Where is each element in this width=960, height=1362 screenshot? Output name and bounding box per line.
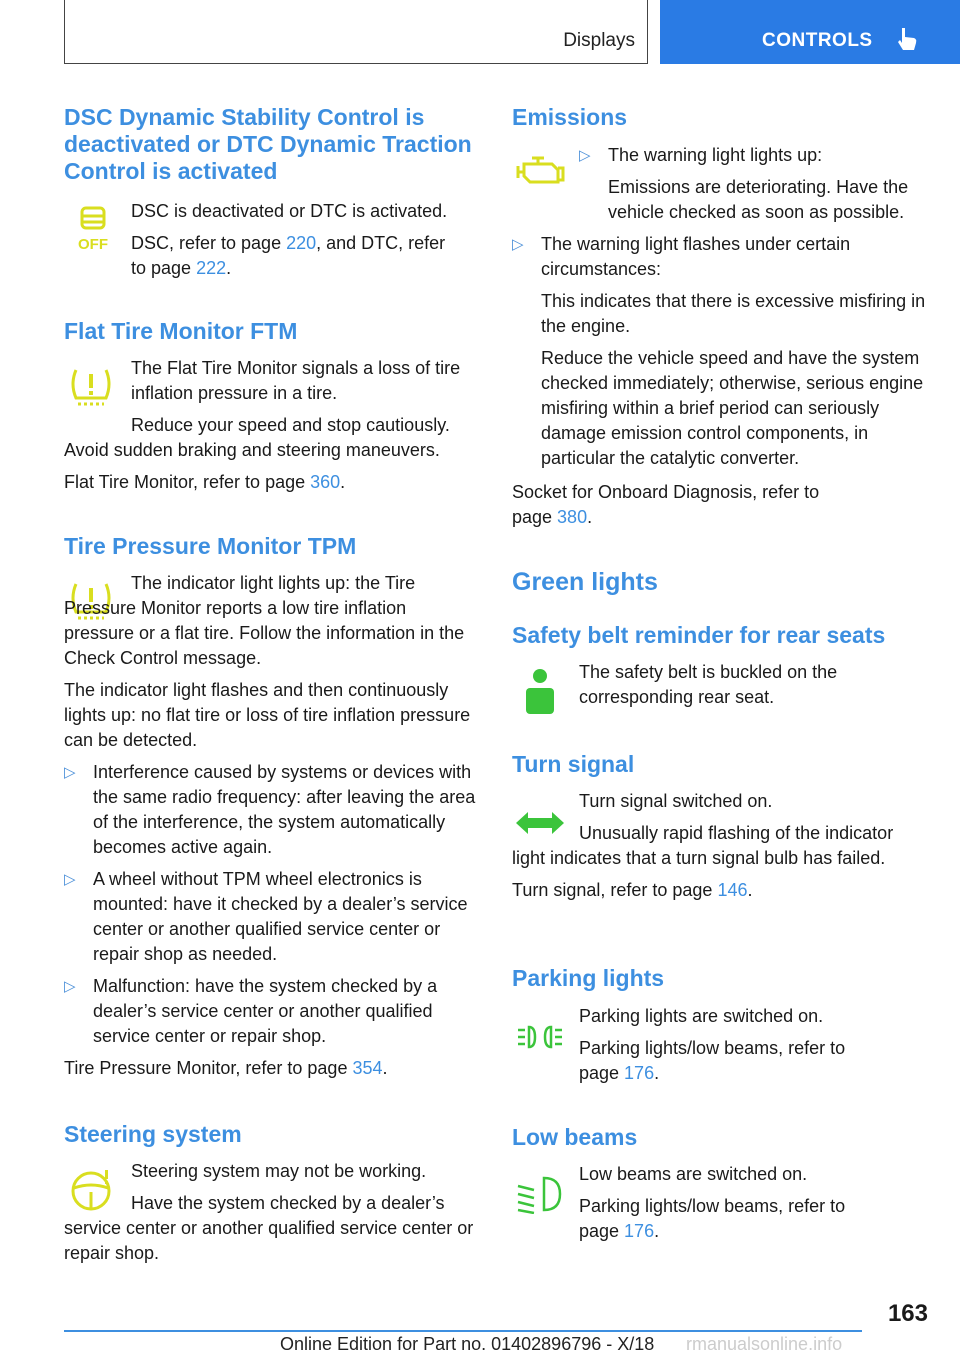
turn-paragraph-1: Turn signal switched on. [579,791,773,811]
page-link-176[interactable]: 176 [624,1063,655,1083]
page-link-146[interactable]: 146 [717,880,748,900]
low-beams-icon [516,1174,564,1214]
page-link-222[interactable]: 222 [196,258,227,278]
footer-divider [64,1330,862,1332]
emissions-reference: Socket for Onboard Diagnosis, refer to page 380. [512,482,820,527]
steering-paragraph-1: Steering system may not be working. [131,1161,427,1181]
tpm-reference: Tire Pressure Monitor, refer to page 354. [64,1058,388,1078]
tpm-paragraph-2: The indicator light flashes and then continuously lights up: no flat tire or loss of tire inflation pressure can be detected. [64,680,471,750]
page-link-220[interactable]: 220 [286,233,317,253]
parking-lights-icon [516,1024,564,1050]
tpm-bullet-1: ▷ Interference caused by systems or devices with the same radio frequency: after leaving the area of the interference, the system automatically becomes active again. [64,762,476,857]
engine-check-icon [514,154,566,190]
emissions-heading: Emissions [512,104,628,130]
left-column [64,104,482,185]
low-beams-paragraph-2: Parking lights/low beams, refer to page 176. [579,1196,846,1241]
triangle-bullet-icon: ▷ [64,978,76,995]
steering-paragraph-2: Have the system checked by a dealer’s service center or another qualified service center or repair shop. [64,1193,474,1263]
green-lights-heading: Green lights [512,568,658,596]
parking-paragraph-2: Parking lights/low beams, refer to page 176. [579,1038,846,1083]
header-chapter-tab[interactable] [660,0,960,64]
watermark: rmanualsonline.info [686,1334,843,1354]
dsc-paragraph-1: DSC is deactivated or DTC is activated. [131,201,448,221]
ftm-heading: Flat Tire Monitor FTM [64,318,298,344]
tpm-bullet-2: ▷ A wheel without TPM wheel electronics is mounted: have it checked by a dealer’s service center or another qualified service center or repair shop as needed. [64,869,468,964]
triangle-bullet-icon: ▷ [64,764,76,781]
page-link-380[interactable]: 380 [557,507,588,527]
dsc-paragraph-2: DSC, refer to page 220, and DTC, refer to page 222. [131,233,446,278]
emissions-bullet-1-detail: Emissions are deteriorating. Have the vehicle checked as soon as possible. [608,177,909,222]
header-section-box [64,0,648,64]
low-beams-heading: Low beams [512,1124,638,1150]
turn-paragraph-2: Unusually rapid flashing of the indicator light indicates that a turn signal bulb has failed. [512,823,894,868]
triangle-bullet-icon: ▷ [579,147,591,164]
emissions-bullet-2: ▷ The warning light flashes under certain circumstances: [512,234,851,279]
ftm-paragraph-1: The Flat Tire Monitor signals a loss of tire inflation pressure in a tire. [131,358,461,403]
turn-signal-heading: Turn signal [512,751,635,777]
header-chapter-label: CONTROLS [762,30,873,51]
svg-text:OFF: OFF [78,236,108,253]
low-beams-paragraph-1: Low beams are switched on. [579,1164,808,1184]
emissions-bullet-1: ▷ The warning light lights up: [579,143,931,168]
page-link-360[interactable]: 360 [310,472,341,492]
edition-line: Online Edition for Part no. 01402896796 - X/18 [280,1334,655,1354]
turn-reference: Turn signal, refer to page 146. [512,880,753,900]
emissions-bullet-2-detail-1: This indicates that there is excessive misfiring in the engine. [541,291,926,336]
page-link-354[interactable]: 354 [352,1058,383,1078]
ftm-reference: Flat Tire Monitor, refer to page 360. [64,472,346,492]
page-link-176-b[interactable]: 176 [624,1221,655,1241]
dsc-off-icon [76,204,110,254]
emissions-bullet-2-detail-2: Reduce the vehicle speed and have the system checked immediately; otherwise, serious engine misfiring within a brief period can seriously damage emission control components, in particular the catalytic converter. [541,348,924,468]
parking-lights-heading: Parking lights [512,965,665,991]
page-number: 163 [887,1300,928,1327]
steering-heading: Steering system [64,1121,242,1147]
triangle-bullet-icon: ▷ [512,236,524,253]
seat-belt-indicator-icon [524,666,556,716]
ftm-paragraph-2: Reduce your speed and stop cautiously. Avoid sudden braking and steering maneuvers. [64,415,450,460]
belt-paragraph: The safety belt is buckled on the corresponding rear seat. [579,662,838,707]
tpm-bullet-3: ▷ Malfunction: have the system checked by a dealer’s service center or another qualified service center or repair shop. [64,976,438,1046]
dsc-heading: DSC Dynamic Stability Control is deactivated or DTC Dynamic Traction Control is activated [64,104,472,184]
pointing-hand-icon [896,26,918,52]
belt-heading: Safety belt reminder for rear seats [512,622,886,648]
parking-paragraph-1: Parking lights are switched on. [579,1006,824,1026]
tpm-paragraph-1: The indicator light lights up: the Tire Pressure Monitor reports a low tire inflation pressure or a flat tire. Follow the information in the Check Control message. [64,573,465,668]
tpm-heading: Tire Pressure Monitor TPM [64,533,357,559]
header-section-label: Displays [563,30,635,51]
triangle-bullet-icon: ▷ [64,871,76,888]
